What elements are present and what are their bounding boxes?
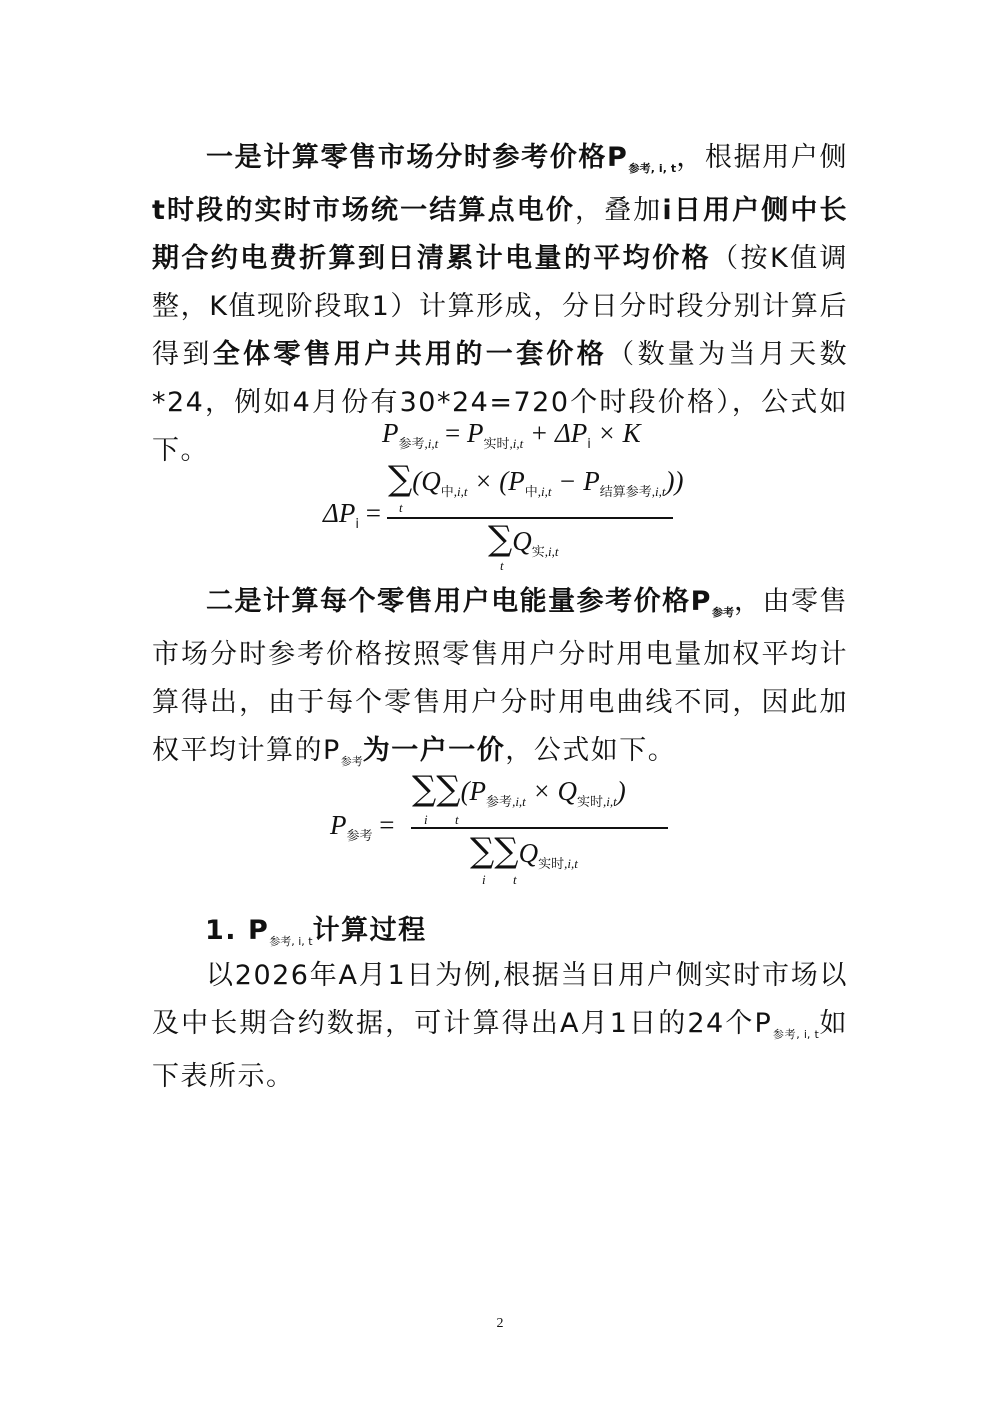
paragraph-two	[152, 578, 848, 780]
formula-subscript: 参考	[346, 829, 373, 844]
bold-text: i日用户侧中长期合约电费折算到日清累计电量的平均价格	[152, 195, 849, 274]
body-text: 以2026年A月1日为例,根据当日用户侧实时市场以及中长期合约数据，可计算得出A月1日的24个P	[152, 960, 848, 1039]
sum-symbol: ∑	[488, 519, 513, 559]
formula-subscript: 中	[440, 485, 454, 500]
formula-symbol: + ΔP	[529, 418, 588, 448]
formula-subscript: 参考	[398, 437, 425, 452]
sum-index: t	[455, 812, 459, 827]
formula-symbol: P	[330, 810, 347, 840]
bold-text: 一是计算零售市场分时参考价格	[206, 142, 608, 173]
formula-lhs	[323, 498, 381, 532]
bold-text: 全体零售用户共用的一套价格	[212, 339, 608, 370]
formula-subscript: ,i,t	[424, 436, 439, 451]
formula-symbol: × K	[597, 418, 641, 448]
body-text: P	[323, 735, 341, 766]
sum-symbol: ∑	[436, 769, 461, 809]
body-text: （按K值调整，K值现阶段取1）计算形成，分日分时段分别计算后得到	[152, 243, 849, 370]
formula-operator: =	[365, 498, 381, 528]
body-text: （数量为当月天数*24，例如4月份有30*24=720个时段价格），公式如下。	[152, 339, 849, 466]
formula-subscript: ,i,t	[544, 544, 559, 559]
formula-subscript: 实时	[483, 437, 510, 452]
formula-symbol: ΔP	[323, 498, 356, 528]
fraction-line	[411, 827, 668, 829]
body-text: ，公式如下。	[505, 735, 677, 766]
formula-subscript: 实时	[577, 795, 604, 810]
heading-text: 计算过程	[312, 915, 427, 946]
bold-text: 为一户一价	[362, 735, 506, 766]
sum-index: t	[399, 500, 403, 515]
formula-symbol: (P	[460, 776, 487, 806]
formula-subscript: 实	[531, 545, 545, 560]
formula-numerator	[388, 459, 684, 500]
formula-symbol: (Q	[412, 466, 441, 496]
bold-text: P	[607, 142, 629, 173]
body-text: ，由零售市场分时参考价格按照零售用户分时用电量加权平均计算得出，由于每个零售用户分时用电曲线不同，因此加权平均计算的	[152, 586, 849, 766]
paragraph-three	[152, 952, 848, 1101]
sum-symbol: ∑	[388, 459, 413, 499]
formula-subscript: ,i,t	[509, 436, 524, 451]
bold-text: t时段的实时市场统一结算点电价	[152, 195, 575, 226]
sum-index: t	[513, 872, 517, 887]
formula-subscript: ,i,t	[564, 856, 578, 871]
formula-operator: =	[379, 810, 395, 840]
subscript: 参考	[711, 606, 734, 619]
subscript: 参考, i, t	[628, 162, 677, 175]
formula-subscript: i	[355, 517, 359, 532]
formula-subscript: i	[587, 437, 591, 452]
formula-subscript: 结算参考	[599, 485, 652, 500]
formula-symbol: × Q	[532, 776, 578, 806]
body-text: ，根据用户侧	[676, 142, 849, 173]
heading-text: 1. P	[205, 915, 270, 946]
formula-lhs	[330, 810, 395, 844]
formula-subscript: 参考	[486, 795, 513, 810]
body-text: ，叠加	[575, 195, 663, 226]
bold-text: P	[690, 586, 712, 617]
bold-text: 二是计算每个零售用户电能量参考价格	[206, 586, 691, 617]
sum-index: i	[482, 872, 486, 887]
formula-subscript: ,i,t	[651, 484, 666, 499]
formula-subscript: ,i,t	[603, 794, 617, 809]
formula-denominator	[470, 831, 578, 872]
body-text: 如下表所示。	[152, 1008, 849, 1092]
formula-operator: =	[445, 418, 461, 448]
page-number: 2	[496, 1316, 504, 1331]
formula-symbol: × (P	[474, 466, 525, 496]
formula-symbol: − P	[558, 466, 600, 496]
subscript: 参考, i, t	[269, 935, 313, 948]
formula-subscript: ,i,t	[512, 794, 526, 809]
formula-subscript: ,i,t	[453, 484, 468, 499]
formula-denominator	[488, 519, 559, 560]
formula-symbol: Q	[512, 526, 532, 556]
formula-symbol: ))	[665, 466, 684, 496]
subscript: 参考, i, t	[772, 1028, 819, 1041]
sum-symbol: ∑	[494, 831, 519, 871]
sum-symbol: ∑	[412, 769, 437, 809]
formula-numerator	[412, 769, 626, 810]
formula-symbol: Q	[518, 838, 539, 868]
sum-index: t	[500, 558, 504, 573]
section-heading	[205, 908, 427, 947]
formula-reference-price	[382, 418, 641, 452]
sum-index: i	[424, 812, 428, 827]
fraction-line	[387, 517, 673, 519]
sum-symbol: ∑	[470, 831, 495, 871]
formula-symbol: )	[616, 776, 626, 806]
formula-subscript: 中	[524, 485, 538, 500]
formula-symbol: P	[382, 418, 399, 448]
formula-subscript: ,i,t	[537, 484, 552, 499]
formula-symbol: P	[466, 418, 484, 448]
formula-subscript: 实时	[538, 857, 565, 872]
subscript: 参考	[340, 755, 363, 768]
